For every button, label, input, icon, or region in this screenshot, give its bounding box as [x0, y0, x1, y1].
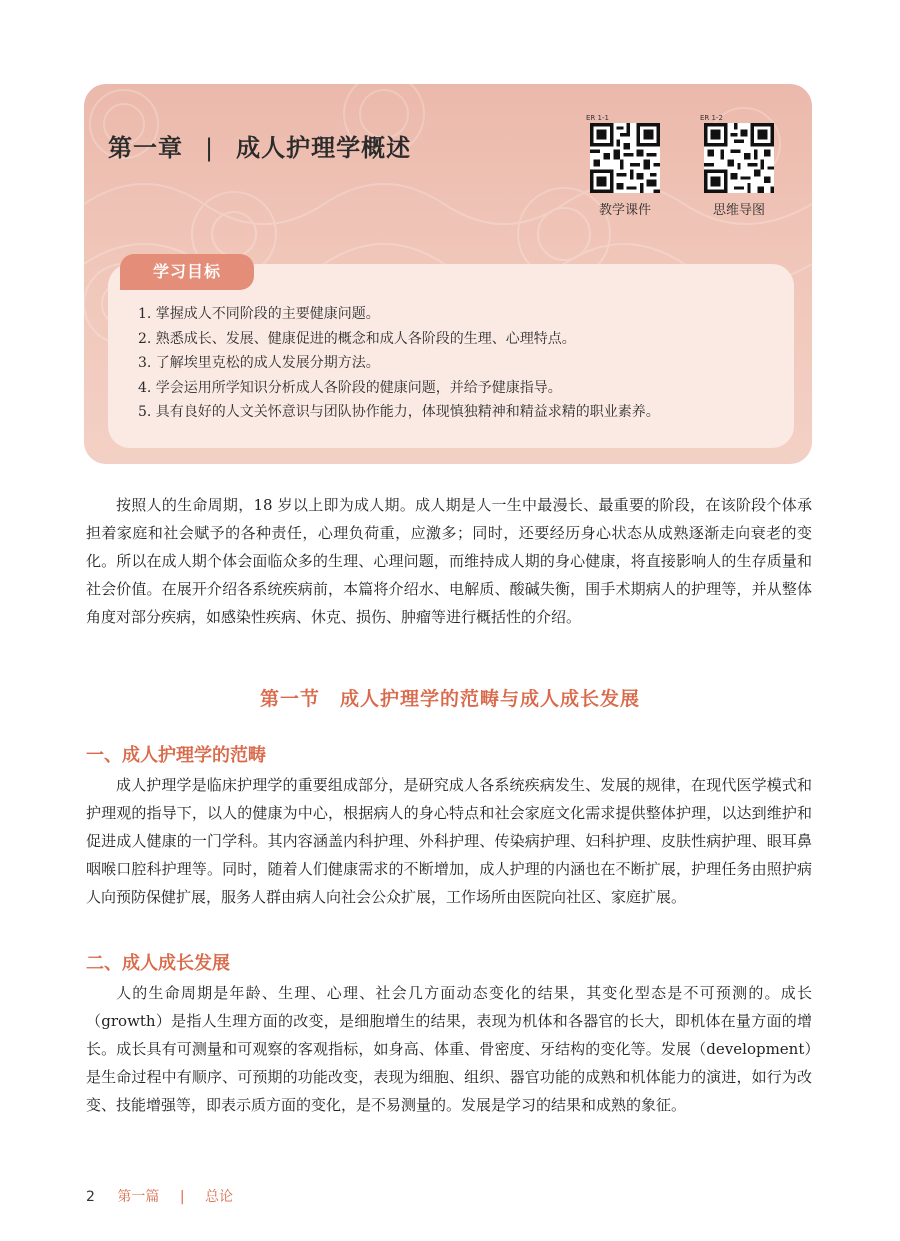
page-number: 2	[86, 1189, 95, 1205]
objectives-list	[138, 302, 660, 425]
objective-item: 1. 掌握成人不同阶段的主要健康问题。	[138, 306, 380, 322]
qr-caption: 思维导图	[712, 203, 765, 218]
chapter-name: 成人护理学概述	[236, 134, 412, 162]
objective-item: 3. 了解埃里克松的成人发展分期方法。	[138, 355, 380, 371]
subsection-paragraph: 人的生命周期是年龄、生理、心理、社会几方面动态变化的结果，其变化型态是不可预测的。成长（growth）是指人生理方面的改变，是细胞增生的结果，表现为机体和各器官的长大，即机体在量方面的增长。成长具有可测量和可观察的客观指标，如身高、体重、骨密度、牙结构的变化等。发展（development）是生命过程中有顺序、可预期的功能改变，表现为细胞、组织、器官功能的成熟和机体能力的演进，如行为改变、技能增强等，即表示质方面的变化，是不易测量的。发展是学习的结果和成熟的象征。	[86, 984, 812, 1114]
footer-separator: |	[179, 1189, 185, 1205]
footer-part-name: 总论	[205, 1189, 233, 1205]
subsection-paragraph: 成人护理学是临床护理学的重要组成部分，是研究成人各系统疾病发生、发展的规律，在现代医学模式和护理观的指导下，以人的健康为中心，根据病人的身心特点和社会家庭文化需求提供整体护理，以达到维护和促进成人健康的一门学科。其内容涵盖内科护理、外科护理、传染病护理、妇科护理、皮肤性病护理、眼耳鼻咽喉口腔科护理等。同时，随着人们健康需求的不断增加，成人护理的内涵也在不断扩展，护理任务由照护病人向预防保健扩展，服务人群由病人向社会公众扩展，工作场所由医院向社区、家庭扩展。	[86, 776, 812, 906]
chapter-header-card	[84, 84, 812, 464]
page-footer	[86, 1186, 233, 1206]
section-title: 第一节 成人护理学的范畴与成人成长发展	[259, 688, 640, 710]
footer-part: 第一篇	[117, 1189, 160, 1205]
qr-courseware[interactable]	[580, 114, 670, 218]
qr-code-icon[interactable]	[704, 123, 774, 193]
chapter-number: 第一章	[108, 134, 183, 162]
qr-code-icon[interactable]	[590, 123, 660, 193]
intro-paragraph: 按照人的生命周期，18 岁以上即为成人期。成人期是人一生中最漫长、最重要的阶段，在该阶段个体承担着家庭和社会赋予的各种责任，心理负荷重，应激多；同时，还要经历身心状态从成熟逐渐走向衰老的变化。所以在成人期个体会面临众多的生理、心理问题，而维持成人期的身心健康，将直接影响人的生存质量和社会价值。在展开介绍各系统疾病前，本篇将介绍水、电解质、酸碱失衡，围手术期病人的护理等，并从整体角度对部分疾病，如感染性疾病、休克、损伤、肿瘤等进行概括性的介绍。	[86, 496, 812, 626]
learning-objectives-box	[108, 264, 794, 448]
title-separator: |	[205, 134, 215, 162]
chapter-title	[108, 128, 411, 163]
qr-code-label: ER 1-2	[700, 114, 723, 122]
subsection-heading: 二、成人成长发展	[86, 953, 230, 974]
objective-item: 5. 具有良好的人文关怀意识与团队协作能力，体现慎独精神和精益求精的职业素养。	[138, 404, 660, 420]
objective-item: 4. 学会运用所学知识分析成人各阶段的健康问题，并给予健康指导。	[138, 379, 562, 396]
objective-item: 2. 熟悉成长、发展、健康促进的概念和成人各阶段的生理、心理特点。	[138, 330, 576, 347]
qr-mind-map[interactable]	[694, 114, 784, 218]
subsection-heading: 一、成人护理学的范畴	[86, 745, 266, 766]
qr-code-label: ER 1-1	[586, 114, 609, 122]
objectives-heading: 学习目标	[120, 254, 254, 290]
qr-caption: 教学课件	[598, 203, 651, 218]
